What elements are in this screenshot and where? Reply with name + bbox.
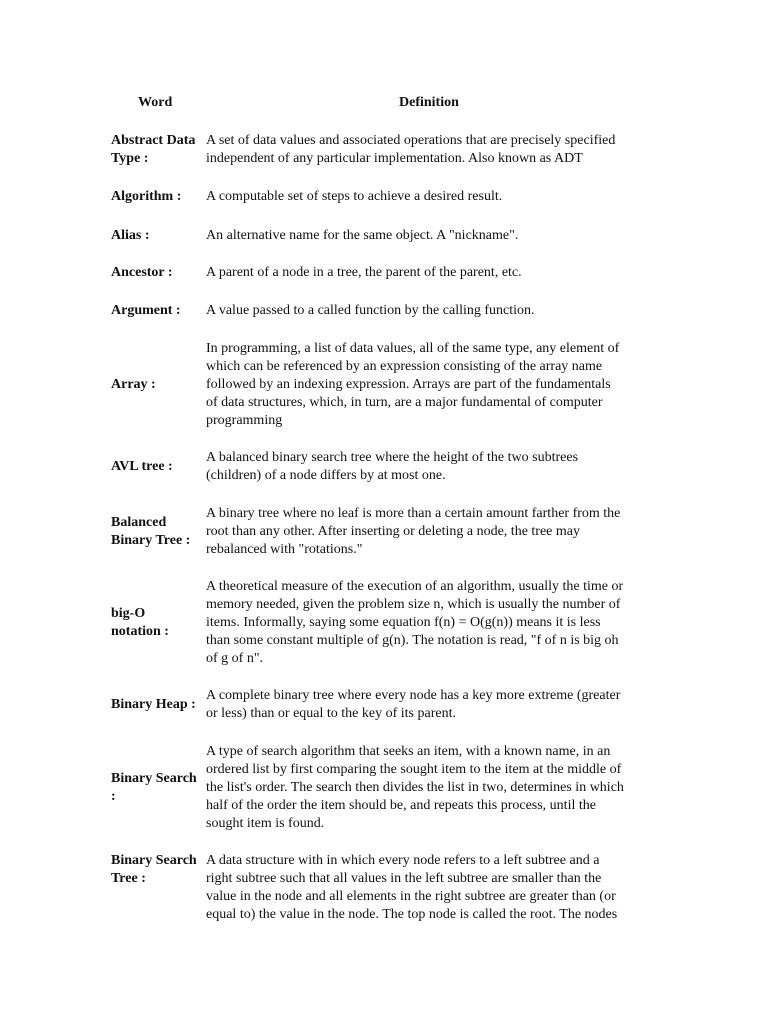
glossary-term: Alias :: [111, 228, 150, 243]
glossary-definition: [206, 188, 661, 206]
glossary-term: Argument :: [111, 303, 181, 318]
definition-line: ordered list by first comparing the sought item to the item at the middle of: [206, 762, 622, 777]
definition-line: A computable set of steps to achieve a desired result.: [206, 189, 503, 204]
glossary-term: Abstract Data Type :: [111, 133, 196, 166]
glossary-row: [111, 302, 661, 320]
definition-line: In programming, a list of data values, all of the same type, any element of: [206, 341, 620, 356]
glossary-term: Ancestor :: [111, 265, 173, 280]
definition-line: value in the node and all elements in the right subtree are greater than (or: [206, 889, 616, 904]
glossary-definition: [206, 852, 661, 924]
definition-line: A set of data values and associated operations that are precisely specified: [206, 133, 616, 148]
definition-line: root than any other. After inserting or deleting a node, the tree may: [206, 524, 580, 539]
definition-line: followed by an indexing expression. Arrays are part of the fundamentals: [206, 377, 611, 392]
definition-line: half of the order the item should be, and repeats this process, until the: [206, 798, 596, 813]
glossary-definition: [206, 132, 661, 168]
glossary-definition: [206, 687, 661, 723]
definition-line: A value passed to a called function by the calling function.: [206, 303, 535, 318]
column-header-word: Word: [138, 95, 173, 110]
definition-line: memory needed, given the problem size n, which is usually the number of: [206, 597, 621, 612]
glossary-row: [111, 188, 661, 206]
definition-line: which can be referenced by an expression consisting of the array name: [206, 359, 603, 374]
definition-line: than some constant multiple of g(n). The notation is read, "f of n is big oh: [206, 633, 619, 648]
definition-line: A parent of a node in a tree, the parent of the parent, etc.: [206, 265, 522, 280]
definition-line: (children) of a node differs by at most one.: [206, 468, 446, 483]
glossary-row: [111, 505, 661, 559]
glossary-term: Array :: [111, 377, 156, 392]
glossary-row: [111, 687, 661, 723]
glossary-row: [111, 852, 661, 924]
glossary-term: Algorithm :: [111, 189, 182, 204]
definition-line: programming: [206, 413, 283, 428]
glossary-definition: [206, 227, 661, 245]
glossary-term: Binary Heap :: [111, 697, 196, 712]
glossary-term: AVL tree :: [111, 459, 173, 474]
definition-line: sought item is found.: [206, 816, 325, 831]
definition-line: A complete binary tree where every node has a key more extreme (greater: [206, 688, 621, 703]
definition-line: An alternative name for the same object. A "nickname".: [206, 228, 519, 243]
definition-line: independent of any particular implementation. Also known as ADT: [206, 151, 583, 166]
glossary-definition: [206, 340, 661, 430]
glossary-row: [111, 449, 661, 485]
definition-line: A type of search algorithm that seeks an item, with a known name, in an: [206, 744, 611, 759]
glossary-term: Binary Search Tree :: [111, 853, 197, 886]
glossary-term: big-O notation :: [111, 606, 169, 639]
definition-line: A theoretical measure of the execution of an algorithm, usually the time or: [206, 579, 624, 594]
definition-line: of g of n".: [206, 651, 264, 666]
definition-line: of data structures, which, in turn, are a major fundamental of computer: [206, 395, 603, 410]
glossary-definition: [206, 505, 661, 559]
glossary-definition: [206, 743, 661, 833]
definition-line: A binary tree where no leaf is more than a certain amount farther from the: [206, 506, 621, 521]
glossary-row: [111, 743, 661, 833]
glossary-term: Balanced Binary Tree :: [111, 515, 191, 548]
glossary-definition: [206, 264, 661, 282]
glossary-row: [111, 578, 661, 668]
definition-line: A balanced binary search tree where the height of the two subtrees: [206, 450, 579, 465]
column-header-definition: Definition: [399, 95, 459, 110]
glossary-definition: [206, 302, 661, 320]
glossary-row: [111, 227, 661, 245]
glossary-definition: [206, 449, 661, 485]
definition-line: the list's order. The search then divides the list in two, determines in which: [206, 780, 624, 795]
definition-line: A data structure with in which every node refers to a left subtree and a: [206, 853, 600, 868]
glossary-term: Binary Search :: [111, 771, 197, 804]
glossary-definition: [206, 578, 661, 668]
definition-line: equal to) the value in the node. The top node is called the root. The nodes: [206, 907, 618, 922]
glossary-row: [111, 340, 661, 430]
definition-line: items. Informally, saying some equation f(n) = O(g(n)) means it is less: [206, 615, 601, 630]
definition-line: rebalanced with "rotations.": [206, 542, 363, 557]
definition-line: or less) than or equal to the key of its parent.: [206, 706, 456, 721]
glossary-row: [111, 132, 661, 168]
definition-line: right subtree such that all values in the left subtree are smaller than the: [206, 871, 602, 886]
glossary-row: [111, 264, 661, 282]
